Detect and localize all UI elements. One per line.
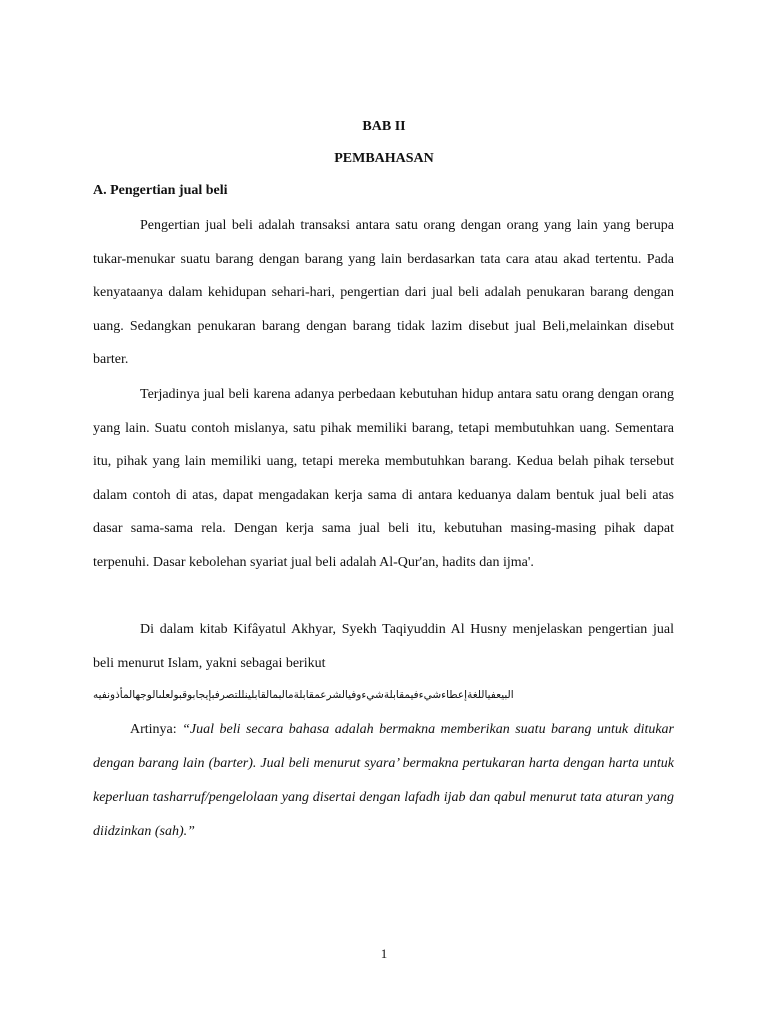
paragraph-3 [93, 613, 674, 680]
translation-quote: “Jual beli secara bahasa adalah bermakna memberikan suatu barang untuk ditukar dengan barang lain (barter). Jual beli menurut syara’ bermakna pertukaran harta dengan harta untuk keperluan tasharruf/pengelolaan yang disertai dengan lafadh ijab dan qabul menurut tata aturan yang diidzinkan (sah).” [93, 722, 675, 839]
section-heading: A. Pengertian jual beli [93, 183, 228, 198]
page-number: 1 [380, 946, 388, 961]
paragraph-2 [93, 378, 674, 579]
translation-paragraph [93, 713, 674, 849]
paragraph-1-text: Pengertian jual beli adalah transaksi antara satu orang dengan orang yang lain yang berupa tukar-menukar suatu barang dengan barang yang lain berdasarkan tata cara atau akad tertentu. Pada kenyataanya dalam kehidupan sehari-hari, pengertian dari jual beli adalah penukaran barang dengan uang. Sedangkan penukaran barang dengan barang tidak lazim disebut jual Beli,melainkan disebut barter. [93, 218, 674, 367]
chapter-title: PEMBAHASAN [334, 151, 434, 166]
paragraph-1 [93, 209, 674, 377]
paragraph-2-text: Terjadinya jual beli karena adanya perbedaan kebutuhan hidup antara satu orang dengan orang yang lain. Suatu contoh mislanya, satu pihak memiliki barang, tetapi membutuhkan uang. Sementara itu, pihak yang lain memiliki uang, tetapi mereka membutuhkan barang. Kedua belah pihak tersebut dalam contoh di atas, dapat mengadakan kerja sama di antara keduanya dalam bentuk jual beli atas dasar sama-sama rela. Dengan kerja sama jual beli itu, kebutuhan masing-masing pihak dapat terpenuhi. Dasar kebolehan syariat jual beli adalah Al-Qur'an, hadits dan ijma'. [93, 387, 674, 570]
paragraph-3-text: Di dalam kitab Kifâyatul Akhyar, Syekh Taqiyuddin Al Husny menjelaskan pengertian jual beli menurut Islam, yakni sebagai berikut [93, 622, 674, 671]
arabic-quotation: البيعفياللغةإعطاءشيءفيمقابلةشيءوفيالشرعمقابلةمالبمالقابلينللتصرفبإيجابوقبولعلىالوجهالمأذونفيه [93, 689, 514, 701]
chapter-label: BAB II [362, 119, 406, 134]
translation-label: Artinya: [130, 722, 177, 737]
